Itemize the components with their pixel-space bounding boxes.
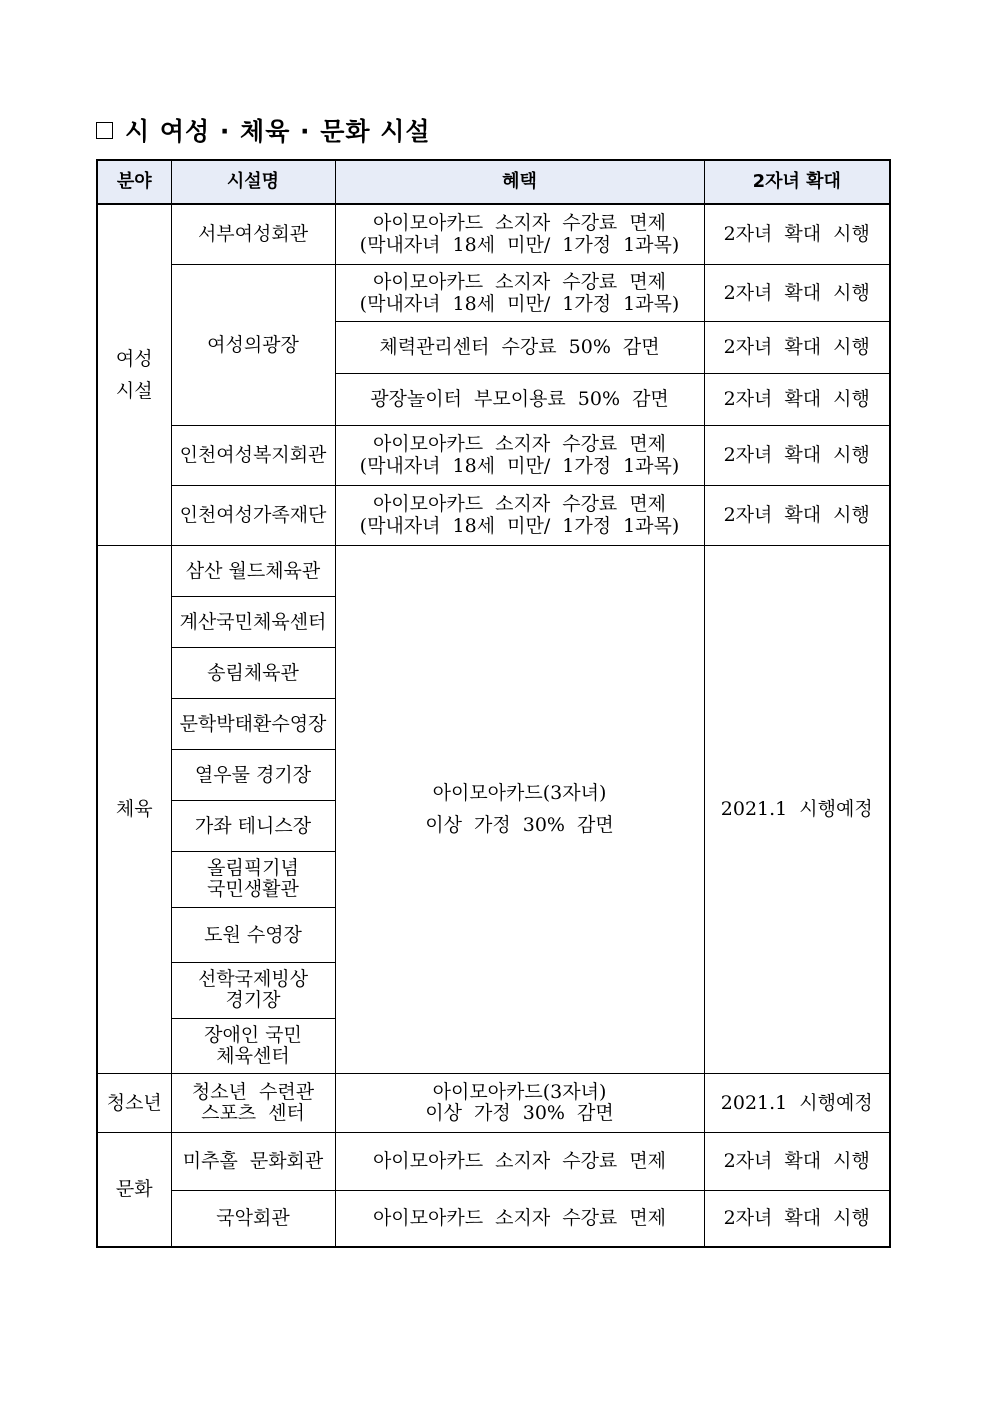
table-row — [97, 1132, 890, 1190]
expansion-cell: 2자녀 확대 시행 — [704, 321, 890, 373]
table-row — [97, 545, 890, 596]
benefit-cell: 체력관리센터 수강료 50% 감면 — [335, 321, 704, 373]
expansion-cell: 2자녀 확대 시행 — [704, 204, 890, 264]
benefit-cell: 아이모아카드 소지자 수강료 면제 — [335, 1132, 704, 1190]
facility-name: 국악회관 — [171, 1190, 335, 1247]
facility-name: 청소년 수련관 스포츠 센터 — [171, 1073, 335, 1132]
table-header-row — [97, 160, 890, 204]
benefit-cell: 아이모아카드 소지자 수강료 면제 (막내자녀 18세 미만/ 1가정 1과목) — [335, 204, 704, 264]
category-sports: 체육 — [97, 545, 171, 1073]
expansion-cell: 2자녀 확대 시행 — [704, 373, 890, 425]
benefit-cell: 아이모아카드 소지자 수강료 면제 — [335, 1190, 704, 1247]
facility-name: 송림체육관 — [171, 647, 335, 698]
table-row — [97, 1190, 890, 1247]
table-row — [97, 425, 890, 485]
expansion-cell: 2자녀 확대 시행 — [704, 485, 890, 545]
facility-name: 서부여성회관 — [171, 204, 335, 264]
expansion-cell: 2자녀 확대 시행 — [704, 1132, 890, 1190]
facility-name: 선학국제빙상 경기장 — [171, 962, 335, 1018]
facility-name: 장애인 국민 체육센터 — [171, 1018, 335, 1073]
header-expansion: 2자녀 확대 — [704, 160, 890, 204]
category-culture: 문화 — [97, 1132, 171, 1247]
expansion-cell: 2자녀 확대 시행 — [704, 425, 890, 485]
facility-name: 삼산 월드체육관 — [171, 545, 335, 596]
benefit-cell: 아이모아카드 소지자 수강료 면제 (막내자녀 18세 미만/ 1가정 1과목) — [335, 485, 704, 545]
facility-name: 인천여성가족재단 — [171, 485, 335, 545]
facility-name: 미추홀 문화회관 — [171, 1132, 335, 1190]
table-row — [97, 1073, 890, 1132]
facility-name: 도원 수영장 — [171, 907, 335, 962]
facility-name: 인천여성복지회관 — [171, 425, 335, 485]
facility-table — [96, 159, 891, 1248]
expansion-cell: 2자녀 확대 시행 — [704, 1190, 890, 1247]
category-youth: 청소년 — [97, 1073, 171, 1132]
facility-name: 계산국민체육센터 — [171, 596, 335, 647]
facility-name: 가좌 테니스장 — [171, 800, 335, 851]
page-title-text: 시 여성 · 체육 · 문화 시설 — [125, 117, 431, 146]
expansion-cell: 2021.1 시행예정 — [704, 1073, 890, 1132]
table-row — [97, 264, 890, 321]
facility-name: 문학박태환수영장 — [171, 698, 335, 749]
facility-name: 올림픽기념 국민생활관 — [171, 851, 335, 907]
category-women: 여성 시설 — [97, 204, 171, 545]
facility-name: 열우물 경기장 — [171, 749, 335, 800]
expansion-cell: 2자녀 확대 시행 — [704, 264, 890, 321]
benefit-cell: 아이모아카드 소지자 수강료 면제 (막내자녀 18세 미만/ 1가정 1과목) — [335, 425, 704, 485]
checkbox-square-icon — [96, 122, 113, 139]
header-benefit: 혜택 — [335, 160, 704, 204]
page-title — [96, 112, 431, 148]
table-row — [97, 485, 890, 545]
header-facility: 시설명 — [171, 160, 335, 204]
benefit-cell: 광장놀이터 부모이용료 50% 감면 — [335, 373, 704, 425]
expansion-cell: 2021.1 시행예정 — [704, 545, 890, 1073]
table-row — [97, 204, 890, 264]
benefit-cell: 아이모아카드(3자녀) 이상 가정 30% 감면 — [335, 545, 704, 1073]
benefit-cell: 아이모아카드 소지자 수강료 면제 (막내자녀 18세 미만/ 1가정 1과목) — [335, 264, 704, 321]
benefit-cell: 아이모아카드(3자녀) 이상 가정 30% 감면 — [335, 1073, 704, 1132]
facility-name: 여성의광장 — [171, 264, 335, 425]
header-category: 분야 — [97, 160, 171, 204]
